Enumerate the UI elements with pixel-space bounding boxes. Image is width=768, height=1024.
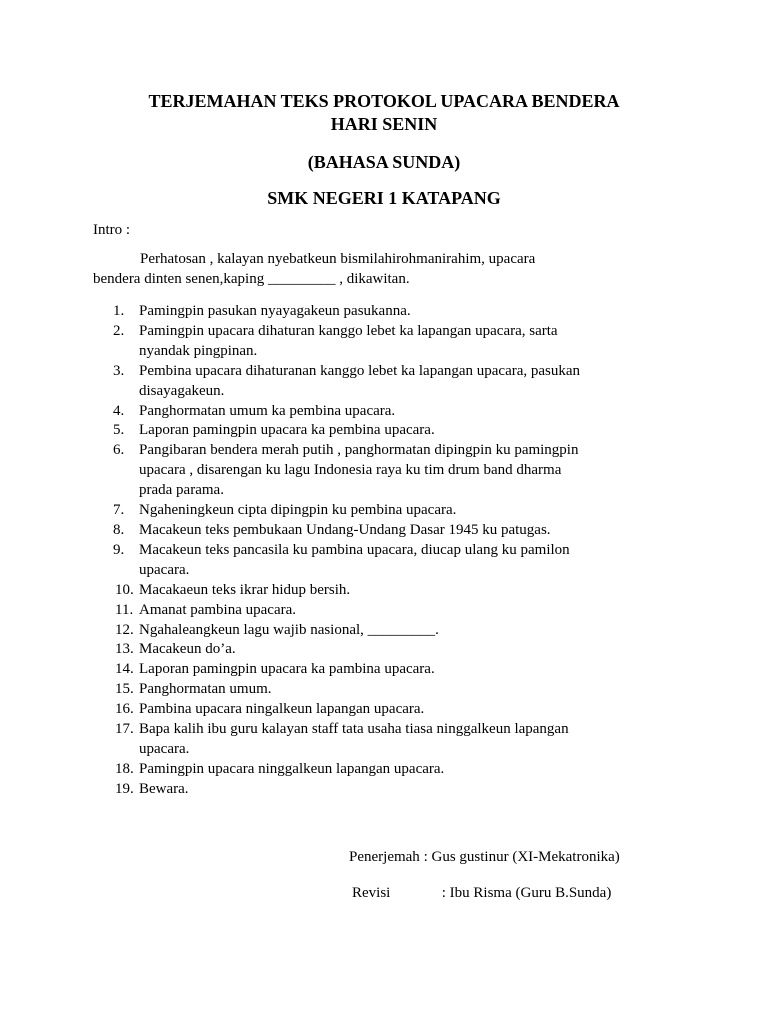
list-item	[93, 521, 693, 541]
document-title-line-1: TERJEMAHAN TEKS PROTOKOL UPACARA BENDERA	[148, 91, 620, 111]
intro-line-1: Perhatosan , kalayan nyebatkeun bismilahirohmanirahim, upacara	[140, 251, 536, 267]
list-item-line: Pambina upacara ningalkeun lapangan upacara.	[139, 701, 425, 718]
list-item	[93, 362, 693, 402]
list-item-line: Pamingpin pasukan nyayagakeun pasukanna.	[139, 303, 411, 319]
translator-value: : Gus gustinur (XI-Mekatronika)	[423, 849, 620, 865]
list-item-number: 1.	[113, 303, 125, 319]
list-item	[93, 601, 693, 621]
list-item-number: 17.	[115, 721, 134, 738]
document-title-line-2: HARI SENIN	[330, 114, 438, 134]
list-item-number: 10.	[115, 581, 134, 598]
list-item-number: 8.	[113, 521, 125, 538]
list-item-line: nyandak pingpinan.	[139, 342, 258, 359]
list-item-number: 7.	[113, 502, 125, 519]
list-item-number: 19.	[115, 780, 134, 797]
list-item-line: Macakeun teks pancasila ku pambina upacara, diucap ulang ku pamilon	[139, 541, 570, 558]
list-item-text	[139, 601, 693, 621]
list-item-number: 12.	[115, 621, 134, 638]
list-item-text	[139, 441, 693, 501]
list-item-text	[139, 402, 693, 422]
list-item	[93, 660, 693, 680]
list-item-line: upacara , disarengan ku lagu Indonesia raya ku tim drum band dharma	[139, 462, 562, 479]
list-item-number: 14.	[115, 661, 134, 678]
list-item	[93, 640, 693, 660]
list-item-line: prada parama.	[139, 482, 224, 499]
list-item-line: Pembina upacara dihaturanan kanggo lebet ka lapangan upacara, pasukan	[139, 362, 581, 379]
ceremony-steps-list	[93, 302, 693, 800]
list-item-line: Pamingpin upacara dihaturan kanggo lebet ka lapangan upacara, sarta	[139, 322, 558, 339]
list-item-text	[139, 541, 693, 581]
list-item-line: Laporan pamingpin upacara ka pembina upacara.	[139, 422, 435, 439]
list-item-text	[139, 680, 693, 700]
list-item-number: 18.	[115, 760, 134, 777]
list-item-line: Ngahaleangkeun lagu wajib nasional, _________.	[139, 621, 439, 638]
list-item-number: 16.	[115, 701, 134, 718]
list-item-number: 4.	[113, 402, 125, 419]
list-item-line: Panghormatan umum ka pembina upacara.	[139, 402, 396, 419]
list-item	[93, 541, 693, 581]
list-item-text	[139, 421, 693, 441]
list-item-line: disayagakeun.	[139, 382, 225, 399]
intro-label: Intro :	[93, 222, 131, 238]
list-item-text	[139, 700, 693, 720]
list-item	[93, 421, 693, 441]
list-item-line: Macakeun teks pembukaan Undang-Undang Dasar 1945 ku patugas.	[139, 521, 551, 538]
list-item	[93, 700, 693, 720]
list-item-line: Macakaeun teks ikrar hidup bersih.	[139, 581, 351, 598]
list-item-line: Bapa kalih ibu guru kalayan staff tata usaha tiasa ninggalkeun lapangan	[139, 721, 569, 738]
list-item-text	[139, 720, 693, 760]
list-item-line: upacara.	[139, 740, 190, 757]
intro-line-2: bendera dinten senen,kaping _________ , dikawitan.	[93, 271, 410, 287]
list-item	[93, 621, 693, 641]
list-item-number: 9.	[113, 541, 125, 558]
list-item	[93, 441, 693, 501]
intro-paragraph	[93, 249, 633, 289]
list-item-line: Ngaheningkeun cipta dipingpin ku pembina upacara.	[139, 502, 457, 519]
list-item-text	[139, 521, 693, 541]
translator-label: Penerjemah	[349, 849, 420, 865]
list-item	[93, 680, 693, 700]
list-item-text	[139, 780, 693, 800]
list-item-text	[139, 660, 693, 680]
list-item-number: 13.	[115, 641, 134, 658]
list-item-line: Pangibaran bendera merah putih , panghormatan dipingpin ku pamingpin	[139, 442, 579, 459]
school-name: SMK NEGERI 1 KATAPANG	[267, 188, 501, 208]
list-item-line: Panghormatan umum.	[139, 681, 272, 698]
translator-credit	[349, 847, 620, 867]
list-item-text	[139, 362, 693, 402]
list-item-number: 15.	[115, 681, 134, 698]
list-item-line: upacara.	[139, 561, 190, 578]
list-item-number: 3.	[113, 362, 125, 379]
list-item	[93, 322, 693, 362]
revision-value: : Ibu Risma (Guru B.Sunda)	[441, 885, 612, 901]
list-item-text	[139, 501, 693, 521]
list-item-text	[139, 760, 693, 780]
revision-credit	[352, 883, 611, 903]
list-item-text	[139, 640, 693, 660]
list-item-line: Macakeun do’a.	[139, 641, 236, 658]
revision-label: Revisi	[352, 885, 391, 901]
list-item-line: Laporan pamingpin upacara ka pambina upacara.	[139, 661, 435, 678]
list-item-number: 11.	[115, 601, 134, 618]
list-item-text	[139, 302, 693, 322]
list-item-number: 5.	[113, 422, 125, 439]
list-item-number: 2.	[113, 322, 125, 339]
list-item	[93, 581, 693, 601]
list-item	[93, 760, 693, 780]
list-item	[93, 501, 693, 521]
list-item	[93, 302, 693, 322]
list-item-number: 6.	[113, 442, 125, 459]
list-item-text	[139, 581, 693, 601]
list-item-line: Bewara.	[139, 780, 189, 797]
list-item	[93, 780, 693, 800]
list-item-text	[139, 322, 693, 362]
document-language: (BAHASA SUNDA)	[307, 152, 461, 172]
list-item-line: Amanat pambina upacara.	[139, 601, 297, 618]
list-item-line: Pamingpin upacara ninggalkeun lapangan upacara.	[139, 760, 445, 777]
list-item	[93, 402, 693, 422]
list-item	[93, 720, 693, 760]
list-item-text	[139, 621, 693, 641]
